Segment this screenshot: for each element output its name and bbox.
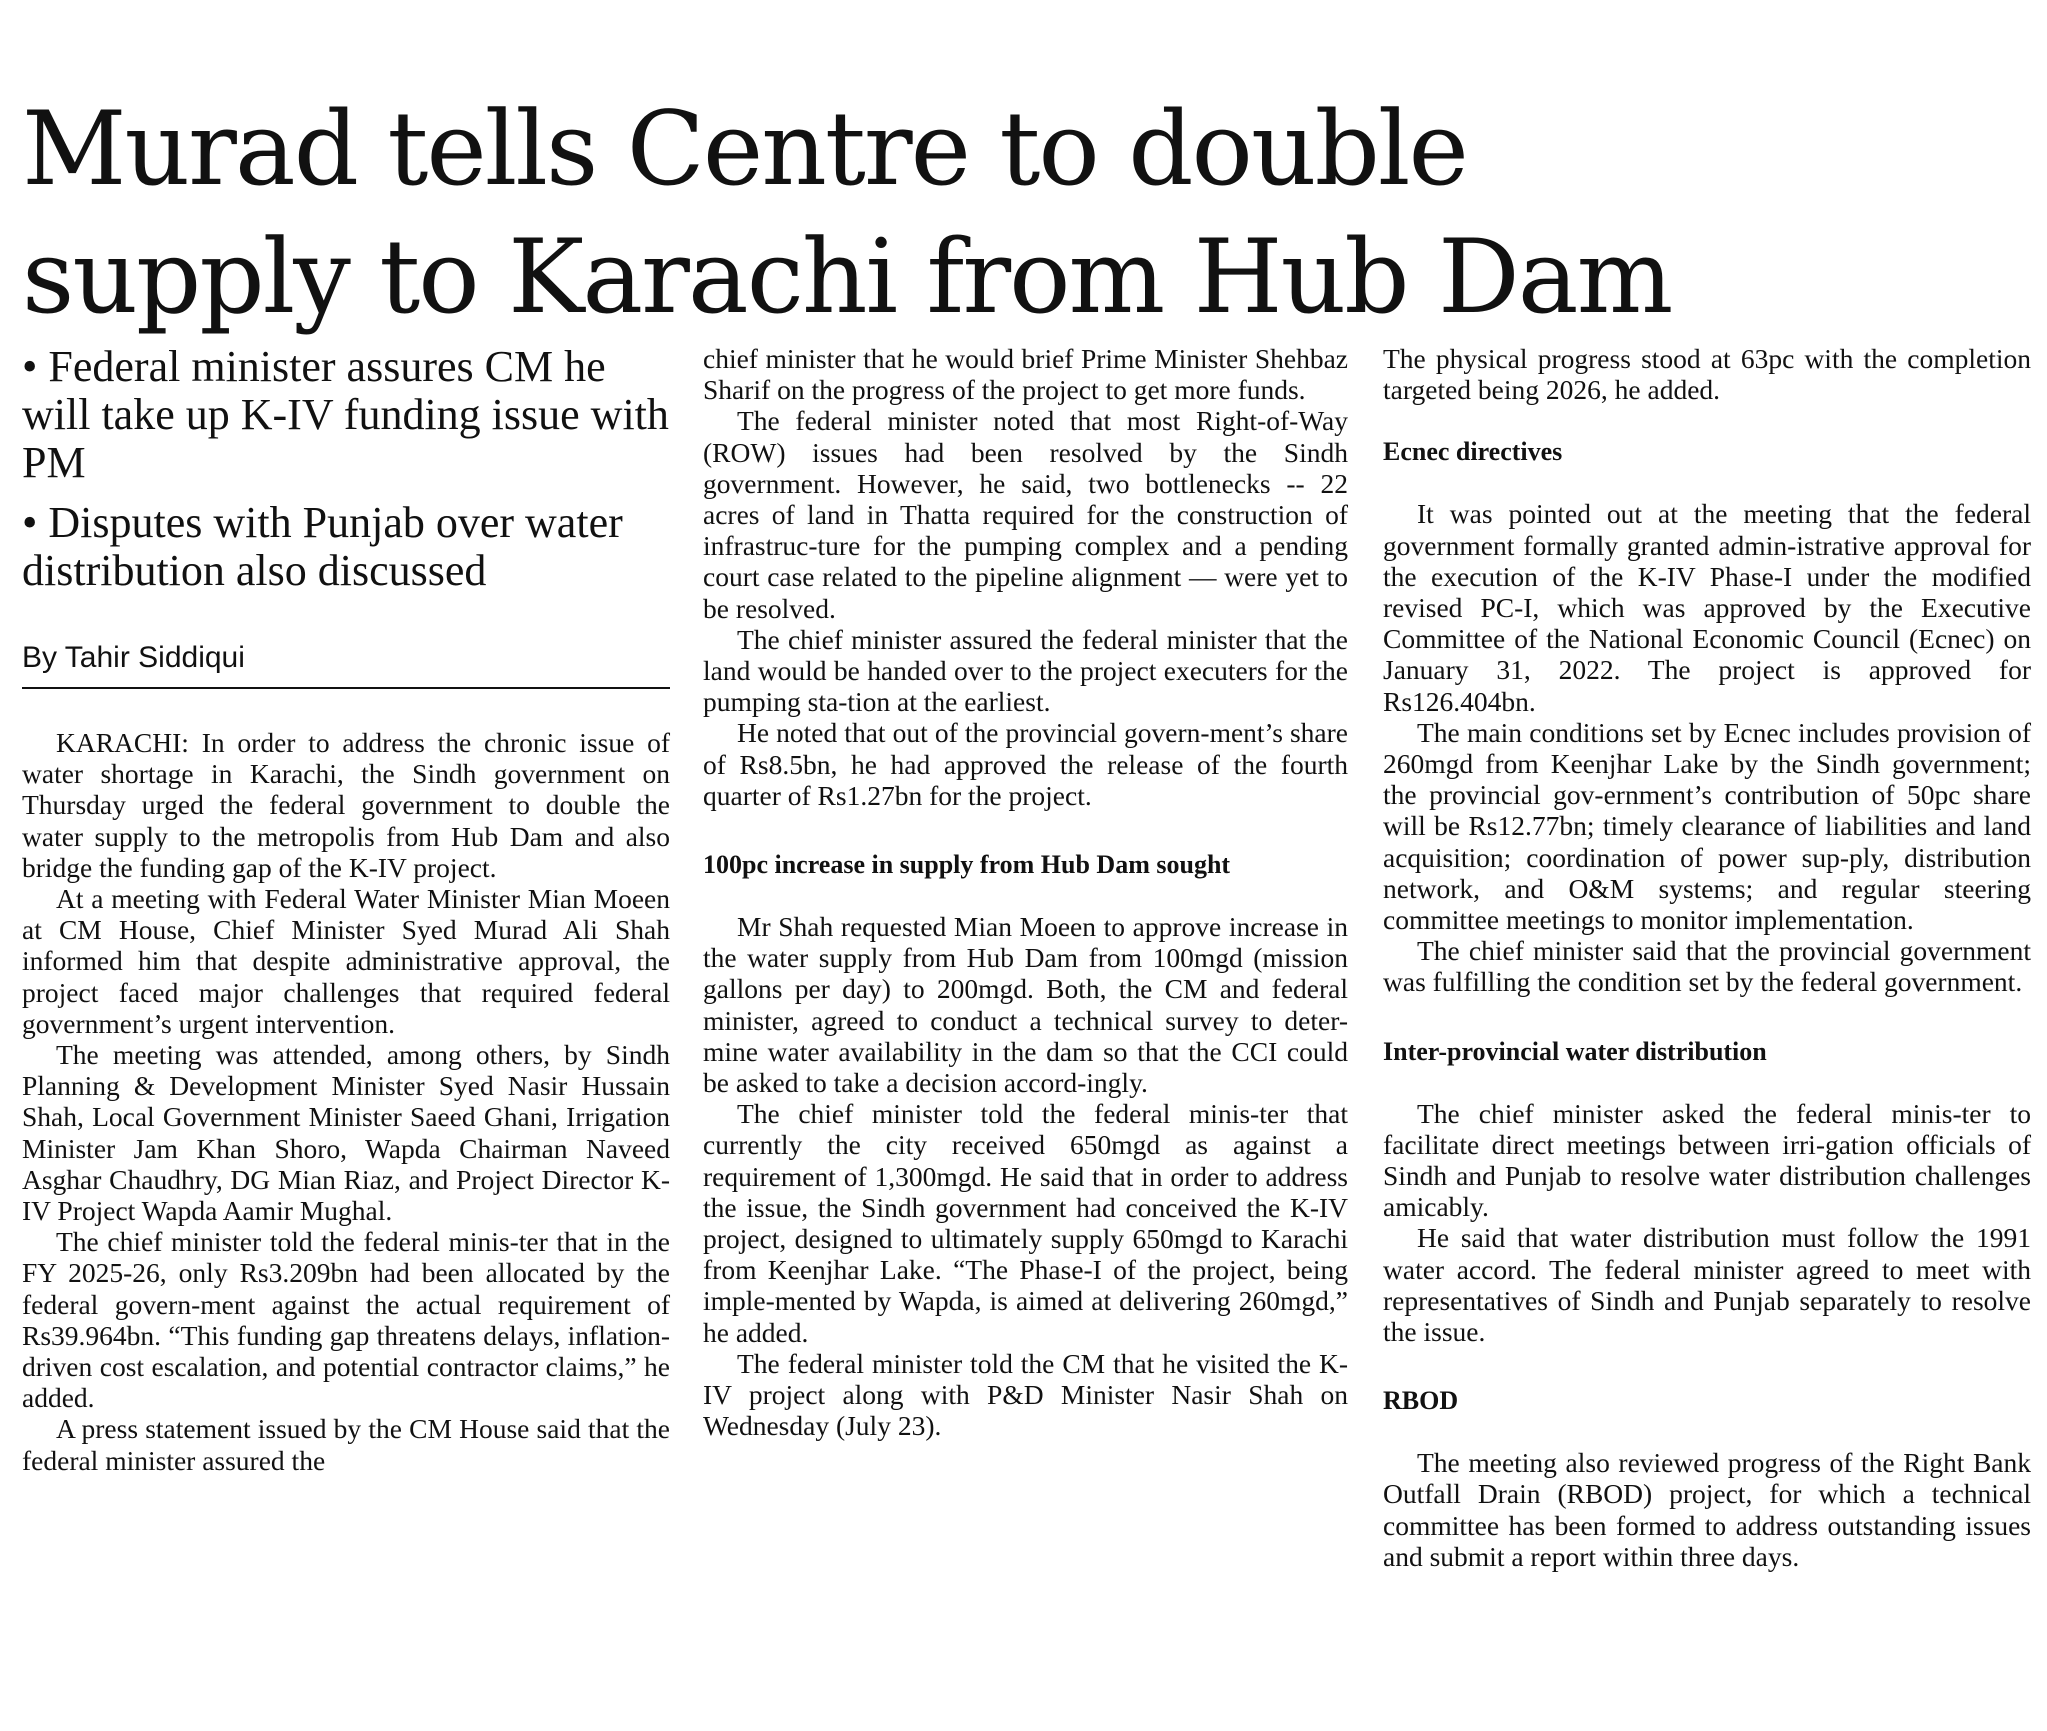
paragraph: KARACHI: In order to address the chronic issue of water shortage in Karachi, the Sindh government on Thursday urged the federal government to double the water supply to the metropolis from Hub Dam and also bridge the funding gap of the K-IV project.	[22, 727, 670, 883]
paragraph: The chief minister said that the provincial government was fulfilling the condition set by the federal government.	[1383, 935, 2031, 998]
paragraph: He noted that out of the provincial govern-ment’s share of Rs8.5bn, he had approved the release of the fourth quarter of Rs1.27bn for the project.	[703, 717, 1348, 811]
paragraph: The chief minister assured the federal minister that the land would be handed over to the project executers for the pumping sta-tion at the earliest.	[703, 623, 1348, 718]
paragraph: Mr Shah requested Mian Moeen to approve increase in the water supply from Hub Dam from 100mgd (mission gallons per day) to 200mgd. Both, the CM and federal minister, agreed to conduct a technical survey to deter-mine water availability in the dam so that the CCI could be asked to take a decision accord-ingly.	[703, 911, 1348, 1099]
subhead: RBOD	[1383, 1386, 1459, 1416]
column-1	[22, 343, 670, 1476]
paragraph: The main conditions set by Ecnec includes provision of 260mgd from Keenjhar Lake by the Sindh government; the provincial gov-ernment’s contribution of 50pc share will be Rs12.77bn; timely clearance of liabilities and land acquisition; coordination of power sup-ply, distribution network, and O&M systems; and regular steering committee meetings to monitor implementation.	[1383, 716, 2031, 936]
column-2	[703, 343, 1348, 1442]
paragraph: A press statement issued by the CM House said that the federal minister assured the	[22, 1413, 670, 1476]
byline: By Tahir Siddiqui	[22, 641, 670, 689]
highlights-list	[22, 343, 670, 595]
column-3	[1383, 343, 2031, 1572]
paragraph: At a meeting with Federal Water Minister Mian Moeen at CM House, Chief Minister Syed Murad Ali Shah informed him that despite administrative approval, the project faced major challenges that required federal government’s urgent intervention.	[22, 883, 670, 1039]
paragraph: The federal minister told the CM that he visited the K-IV project along with P&D Minister Nasir Shah on Wednesday (July 23).	[703, 1347, 1348, 1442]
paragraph-continuation: The physical progress stood at 63pc with the completion targeted being 2026, he added.	[1383, 343, 2031, 406]
paragraph: The chief minister told the federal minis-ter that currently the city received 650mgd as against a requirement of 1,300mgd. He said that in order to address the issue, the Sindh government had conceived the K-IV project, designed to ultimately supply 650mgd to Karachi from Keenjhar Lake. “The Phase-I of the project, being imple-mented by Wapda, is aimed at delivering 260mgd,” he added.	[703, 1098, 1348, 1348]
paragraph: He said that water distribution must follow the 1991 water accord. The federal minister agreed to meet with representatives of Sindh and Punjab separately to resolve the issue.	[1383, 1222, 2031, 1348]
paragraph: The chief minister told the federal minis-ter that in the FY 2025-26, only Rs3.209bn had been allocated by the federal govern-ment against the actual requirement of Rs39.964bn. “This funding gap threatens delays, inflation-driven cost escalation, and potential contractor claims,” he added.	[22, 1226, 670, 1414]
subhead: Inter-provincial water distribution	[1383, 1036, 1767, 1066]
headline-line-1: Murad tells Centre to double	[22, 90, 1467, 210]
paragraph: The meeting also reviewed progress of the Right Bank Outfall Drain (RBOD) project, for which a technical committee has been formed to address outstanding issues and submit a report within three days.	[1383, 1447, 2031, 1572]
paragraph: The chief minister asked the federal minis-ter to facilitate direct meetings between irri-gation officials of Sindh and Punjab to resolve water distribution challenges amicably.	[1383, 1097, 2031, 1223]
paragraph: It was pointed out at the meeting that the federal government formally granted admin-istrative approval for the execution of the K-IV Phase-I under the modified revised PC-I, which was approved by the Executive Committee of the National Economic Council (Ecnec) on January 31, 2022. The project is approved for Rs126.404bn.	[1383, 498, 2031, 717]
headline-line-2: supply to Karachi from Hub Dam	[22, 218, 1672, 338]
subhead: 100pc increase in supply from Hub Dam sought	[703, 850, 1231, 880]
paragraph-continuation: chief minister that he would brief Prime Minister Shehbaz Sharif on the progress of the project to get more funds.	[703, 343, 1348, 406]
paragraph: The meeting was attended, among others, by Sindh Planning & Development Minister Syed Nasir Hussain Shah, Local Government Minister Saeed Ghani, Irrigation Minister Jam Khan Shoro, Wapda Chairman Naveed Asghar Chaudhry, DG Mian Riaz, and Project Director K-IV Project Wapda Aamir Mughal.	[22, 1039, 670, 1227]
column-1-text	[22, 727, 670, 1476]
highlight-item: • Disputes with Punjab over water distribution also discussed	[22, 498, 623, 595]
subhead: Ecnec directives	[1383, 437, 1563, 467]
highlight-item: • Federal minister assures CM he will take up K-IV funding issue with PM	[22, 342, 669, 487]
paragraph: The federal minister noted that most Right-of-Way (ROW) issues had been resolved by the Sindh government. However, he said, two bottlenecks -- 22 acres of land in Thatta required for the construction of infrastruc-ture for the pumping complex and a pending court case related to the pipeline alignment — were yet to be resolved.	[703, 405, 1348, 624]
headline	[22, 86, 2032, 342]
